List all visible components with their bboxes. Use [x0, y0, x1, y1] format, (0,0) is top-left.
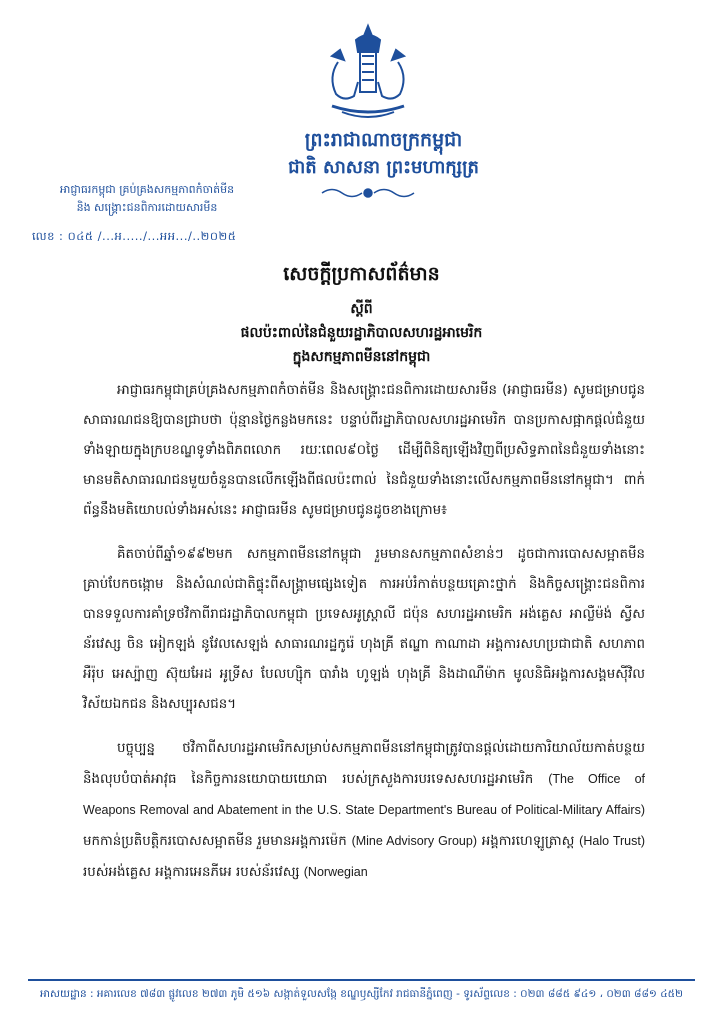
paragraph-3-text-4: របស់អង់គ្លេស អង្គការអេនភីអេ របស់ន័រវេស្ស: [83, 865, 300, 880]
document-title: សេចក្តីប្រកាសព័ត៌មាន: [283, 263, 440, 285]
footer-divider: [28, 979, 695, 981]
paragraph-3-english-4: (Norwegian: [303, 865, 368, 879]
national-motto: ជាតិ សាសនា ព្រះមហាក្សត្រ: [288, 157, 479, 178]
paragraph-2: គិតចាប់ពីឆ្នាំ១៩៩២មក សកម្មភាពមីននៅកម្ពុជា រួមមានសកម្មភាពសំខាន់ៗ ដូចជាការបោសសម្អាតមីន គ្រាប់បែកចង្កោម និងសំណល់ជាតិផ្ទុះពីសង្គ្រាមផ្សេងទៀត ការអប់រំកាត់បន្ថយគ្រោះថ្នាក់ និងកិច្ចសង្គ្រោះជនពិការ បានទទួលការគាំទ្រថវិកាពីរាជរដ្ឋាភិបាលកម្ពុជា ប្រទេសអូស្ត្រាលី ជប៉ុន សហរដ្ឋអាមេរិក អង់គ្លេស អាល្លឺម៉ង់ ស្វីស ន័រវេស្ស ចិន អៀកឡង់ នូវែលសេឡង់ សាធារណរដ្ឋកូរ៉េ ហុងគ្រី ឥណ្ឌា កាណាដា អង្គការសហប្រជាជាតិ សហភាពអឺរ៉ុប អេស្ប៉ាញ ស៊ុយអែដ អូទ្រីស បែលហ្ស៊ិក បារាំង ហូឡង់ ហុងគ្រី និងដាណឺម៉ាក មូលនិធិអង្គការសង្គមស៊ីវិល វិស័យឯកជន និងសប្បុរសជន។: [83, 547, 645, 712]
issuing-authority: [32, 181, 262, 217]
document-body: [83, 376, 645, 902]
paragraph-3-english-3: (Halo Trust): [579, 834, 645, 848]
subject-label: ស្តីពី: [350, 301, 373, 317]
reference-number: លេខ : ០៤៥ ​/...អ...../...អអ.../..២០២៥: [32, 229, 237, 243]
authority-line-2: និង សង្គ្រោះជនពិការដោយសារមីន: [76, 201, 218, 214]
paragraph-3-english-2: (Mine Advisory Group): [351, 834, 477, 848]
royal-coat-of-arms-icon: [318, 22, 418, 122]
paragraph-3-text-1: បច្ចុប្បន្ន ថវិកាពីសហរដ្ឋអាមេរិកសម្រាប់សកម្មភាពមីននៅកម្ពុជាត្រូវបានផ្តល់ដោយការិយាល័យកាត់បន្ថយ និងលុបបំបាត់អាវុធ នៃកិច្ចការនយោបាយយោធា របស់ក្រសួងការបរទេសសហរដ្ឋអាមេរិក: [83, 741, 645, 787]
paragraph-3-text-2: មកកាន់ប្រតិបត្តិករបោសសម្អាតមីន រួមមានអង្គការម៉េក: [83, 834, 347, 849]
authority-line-1: អាជ្ញាធរកម្ពុជា គ្រប់គ្រងសកម្មភាពកំចាត់មីន: [59, 183, 235, 196]
paragraph-3: [83, 734, 645, 888]
paragraph-1: អាជ្ញាធរកម្ពុជាគ្រប់គ្រងសកម្មភាពកំចាត់មីន និងសង្គ្រោះជនពិការដោយសារមីន (អាជ្ញាធរមីន) សូមជម្រាបជូន សាធារណជនឱ្យបានជ្រាបថា ប៉ុន្មានថ្ងៃកន្លងមកនេះ បន្ទាប់ពីរដ្ឋាភិបាលសហរដ្ឋអាមេរិក បានប្រកាសផ្អាកផ្តល់ជំនួយទាំងឡាយក្នុងក្របខណ្ឌទូទាំងពិភពលោក រយៈពេល៩០ថ្ងៃ ដើម្បីពិនិត្យឡើងវិញពីប្រសិទ្ធភាពនៃជំនួយទាំងនោះ មានមតិសាធារណជនមួយចំនួនបានលើកឡើងពីផលប៉ះពាល់ នៃជំនួយទាំងនោះលើសកម្មភាពមីននៅកម្ពុជា។ ពាក់ព័ន្ធនឹងមតិយោបល់ទាំងអស់នេះ អាជ្ញាធរមីន សូមជម្រាបជូនដូចខាងក្រោម៖: [83, 383, 645, 518]
subject-line-1: ផលប៉ះពាល់នៃជំនួយរដ្ឋាភិបាលសហរដ្ឋអាមេរិក: [240, 325, 483, 341]
paragraph-3-text-3: អង្គការហេឡូត្រាស្ត: [481, 834, 575, 849]
document-subject: [0, 297, 723, 369]
paragraph-3-english-1: (The Office of Weapons Removal and Abatement in the U.S. State Department's Bureau of Political-Military Affairs): [83, 772, 645, 817]
kingdom-name: ព្រះរាជាណាចក្រកម្ពុជា: [304, 129, 463, 151]
footer-address: អាសយដ្ឋាន : អគារលេខ ៧៨៣ ផ្លូវលេខ ២៧៣ ភូមិ ៥១៦ សង្កាត់ទួលសង្កែ ខណ្ឌឫស្សីកែវ រាជធានីភ្នំពេញ - ទូរស័ព្ទលេខ : ០២៣ ៨៨៥ ៩៤១ ، ០២៣ ៨៨១ ៤៥២: [39, 988, 684, 1000]
subject-line-2: ក្នុងសកម្មភាពមីននៅកម្ពុជា: [292, 349, 431, 365]
decorative-divider-icon: [318, 184, 418, 202]
